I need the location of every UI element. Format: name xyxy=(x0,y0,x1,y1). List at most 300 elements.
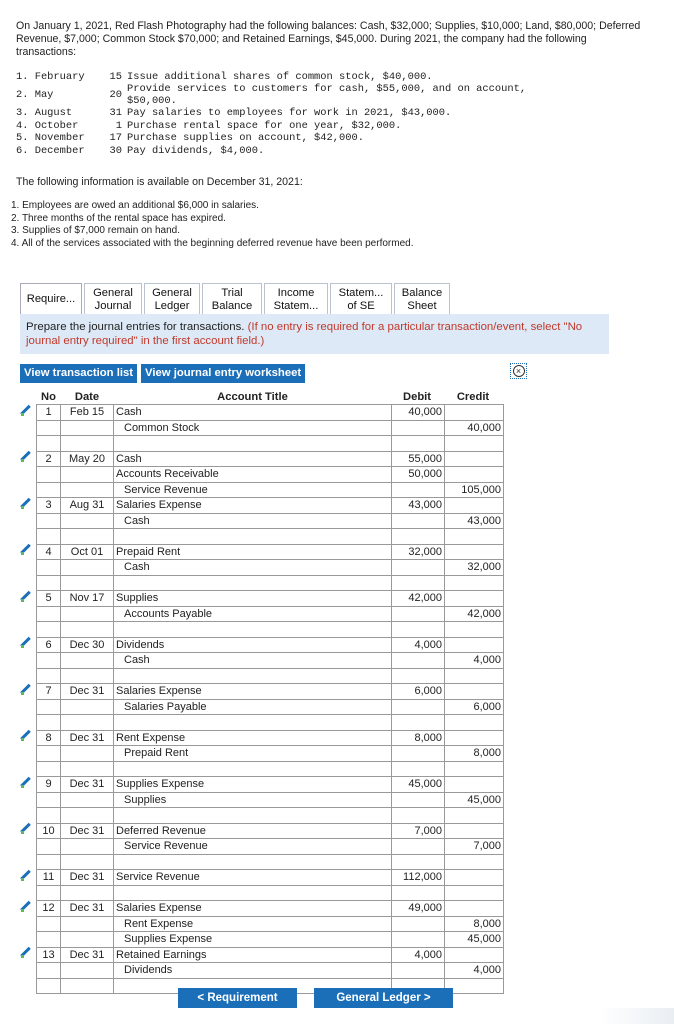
empty-cell[interactable] xyxy=(114,622,392,638)
empty-row xyxy=(20,885,504,901)
entry-date[interactable] xyxy=(61,560,114,576)
table-row xyxy=(20,606,504,622)
debit-field[interactable]: 32,000 xyxy=(392,544,445,560)
table-row xyxy=(20,916,504,932)
debit-field[interactable]: 45,000 xyxy=(392,777,445,793)
debit-field[interactable]: 55,000 xyxy=(392,451,445,467)
table-row xyxy=(20,498,504,514)
entry-number: 1 xyxy=(37,405,61,421)
next-general-ledger-button[interactable]: General Ledger > xyxy=(314,988,453,1008)
entry-number: 6 xyxy=(37,637,61,653)
edit-icon xyxy=(20,653,37,669)
entry-date[interactable] xyxy=(61,420,114,436)
empty-cell[interactable] xyxy=(114,668,392,684)
account-field[interactable]: Dividends xyxy=(114,963,392,979)
edit-icon[interactable] xyxy=(20,498,37,514)
empty-cell xyxy=(61,885,114,901)
entry-number xyxy=(37,699,61,715)
instruction-text: Prepare the journal entries for transactions. xyxy=(26,321,245,333)
empty-cell xyxy=(37,622,61,638)
account-field[interactable]: Salaries Expense xyxy=(114,684,392,700)
instruction-note: (If no entry is required for a particular transaction/event, select "No journal entry required" in the first account field.) xyxy=(26,321,583,348)
debit-field[interactable] xyxy=(392,916,445,932)
table-row xyxy=(20,482,504,498)
entry-number: 12 xyxy=(37,901,61,917)
empty-cell xyxy=(37,885,61,901)
edit-icon xyxy=(20,792,37,808)
instruction-box xyxy=(20,314,609,354)
debit-field[interactable] xyxy=(392,839,445,855)
pencil-icon[interactable] xyxy=(20,777,31,788)
entry-date[interactable] xyxy=(61,513,114,529)
list-item: 4. All of the services associated with the beginning deferred revenue have been performed. xyxy=(11,237,414,249)
edit-icon[interactable] xyxy=(20,870,37,886)
empty-cell[interactable] xyxy=(114,885,392,901)
view-transaction-list-button[interactable]: View transaction list xyxy=(20,364,137,383)
empty-cell xyxy=(61,978,114,994)
empty-cell[interactable] xyxy=(392,622,445,638)
empty-cell[interactable] xyxy=(445,715,504,731)
table-row xyxy=(20,513,504,529)
account-field[interactable]: Supplies xyxy=(114,591,392,607)
entry-number: 4 xyxy=(37,544,61,560)
view-buttons xyxy=(20,364,305,383)
edit-icon xyxy=(20,916,37,932)
credit-field[interactable] xyxy=(445,684,504,700)
entry-date[interactable]: Nov 17 xyxy=(61,591,114,607)
entry-date[interactable]: Dec 30 xyxy=(61,637,114,653)
edit-icon[interactable] xyxy=(20,823,37,839)
table-row xyxy=(20,637,504,653)
col-header-credit: Credit xyxy=(456,390,490,403)
table-row xyxy=(20,901,504,917)
account-field[interactable]: Common Stock xyxy=(114,420,392,436)
edit-icon[interactable] xyxy=(20,730,37,746)
scroll-shadow xyxy=(600,1008,674,1024)
entry-date[interactable] xyxy=(61,839,114,855)
credit-field[interactable]: 42,000 xyxy=(445,606,504,622)
edit-icon xyxy=(20,482,37,498)
edit-icon xyxy=(20,963,37,979)
empty-cell xyxy=(37,668,61,684)
debit-field[interactable] xyxy=(392,699,445,715)
empty-cell xyxy=(61,622,114,638)
empty-row xyxy=(20,575,504,591)
entry-number: 13 xyxy=(37,947,61,963)
table-row xyxy=(20,560,504,576)
pencil-icon[interactable] xyxy=(20,901,31,912)
table-row xyxy=(20,699,504,715)
credit-field[interactable] xyxy=(445,870,504,886)
empty-row xyxy=(20,622,504,638)
entry-date[interactable]: Dec 31 xyxy=(61,684,114,700)
row-spacer xyxy=(20,622,37,638)
entry-date[interactable] xyxy=(61,792,114,808)
empty-cell[interactable] xyxy=(392,436,445,452)
debit-field[interactable] xyxy=(392,560,445,576)
account-field[interactable]: Prepaid Rent xyxy=(114,544,392,560)
debit-field[interactable] xyxy=(392,963,445,979)
entry-date[interactable]: Dec 31 xyxy=(61,823,114,839)
debit-field[interactable]: 42,000 xyxy=(392,591,445,607)
credit-field[interactable]: 40,000 xyxy=(445,420,504,436)
entry-date[interactable] xyxy=(61,467,114,483)
edit-icon[interactable] xyxy=(20,637,37,653)
credit-field[interactable] xyxy=(445,405,504,421)
edit-icon xyxy=(20,467,37,483)
entry-number: 7 xyxy=(37,684,61,700)
table-row xyxy=(20,544,504,560)
debit-field[interactable]: 40,000 xyxy=(392,405,445,421)
edit-icon[interactable] xyxy=(20,591,37,607)
debit-field[interactable] xyxy=(392,513,445,529)
tab-statement-se[interactable]: Statem... of SE xyxy=(330,283,392,314)
problem-intro: On January 1, 2021, Red Flash Photography had the following balances: Cash, $32,000; Supplies, $10,000; Land, $80,000; Deferred Revenue, $7,000; Common Stock $70,000; and Retained Earnings, $45,000. During 2021, the company had the following transactions: xyxy=(16,20,641,58)
col-header-no: No xyxy=(41,390,56,403)
edit-icon xyxy=(20,699,37,715)
list-item: 1. February 15 Issue additional shares of common stock, $40,000. xyxy=(16,71,433,83)
empty-cell[interactable] xyxy=(392,668,445,684)
col-header-date: Date xyxy=(74,390,100,403)
empty-cell xyxy=(61,529,114,545)
credit-field[interactable] xyxy=(445,637,504,653)
empty-row xyxy=(20,668,504,684)
account-field[interactable]: Rent Expense xyxy=(114,916,392,932)
account-field[interactable]: Supplies Expense xyxy=(114,932,392,948)
account-field[interactable]: Rent Expense xyxy=(114,730,392,746)
entry-date[interactable] xyxy=(61,746,114,762)
entry-date[interactable] xyxy=(61,606,114,622)
debit-field[interactable] xyxy=(392,792,445,808)
tab-trial-balance[interactable]: Trial Balance xyxy=(202,283,262,314)
pencil-icon[interactable] xyxy=(20,730,31,741)
credit-field[interactable] xyxy=(445,947,504,963)
edit-icon xyxy=(20,839,37,855)
account-field[interactable]: Service Revenue xyxy=(114,870,392,886)
edit-icon[interactable] xyxy=(20,901,37,917)
entry-date[interactable]: Dec 31 xyxy=(61,901,114,917)
account-field[interactable]: Cash xyxy=(114,451,392,467)
row-spacer xyxy=(20,436,37,452)
pencil-icon[interactable] xyxy=(20,498,31,509)
credit-field[interactable] xyxy=(445,777,504,793)
credit-field[interactable] xyxy=(445,901,504,917)
tab-general-journal[interactable]: General Journal xyxy=(84,283,142,314)
debit-field[interactable]: 7,000 xyxy=(392,823,445,839)
credit-field[interactable]: 8,000 xyxy=(445,916,504,932)
list-item: 3. Supplies of $7,000 remain on hand. xyxy=(11,225,181,236)
tab-general-ledger[interactable]: General Ledger xyxy=(144,283,200,314)
empty-cell[interactable] xyxy=(445,761,504,777)
tab-requirement[interactable]: Require... xyxy=(20,283,82,314)
tab-balance-sheet[interactable]: Balance Sheet xyxy=(394,283,450,314)
credit-field[interactable]: 43,000 xyxy=(445,513,504,529)
empty-cell[interactable] xyxy=(114,529,392,545)
empty-cell xyxy=(37,436,61,452)
debit-field[interactable]: 112,000 xyxy=(392,870,445,886)
row-spacer xyxy=(20,715,37,731)
account-field[interactable]: Cash xyxy=(114,513,392,529)
entry-number xyxy=(37,963,61,979)
account-field[interactable]: Prepaid Rent xyxy=(114,746,392,762)
account-field[interactable]: Service Revenue xyxy=(114,839,392,855)
entry-number: 9 xyxy=(37,777,61,793)
empty-cell[interactable] xyxy=(392,575,445,591)
table-row xyxy=(20,684,504,700)
credit-field[interactable]: 7,000 xyxy=(445,839,504,855)
account-field[interactable]: Cash xyxy=(114,560,392,576)
table-row xyxy=(20,839,504,855)
empty-cell[interactable] xyxy=(114,436,392,452)
pencil-icon[interactable] xyxy=(20,823,31,834)
empty-cell[interactable] xyxy=(114,761,392,777)
empty-cell[interactable] xyxy=(445,575,504,591)
close-icon[interactable]: × xyxy=(510,363,527,379)
credit-field[interactable]: 8,000 xyxy=(445,746,504,762)
credit-field[interactable]: 4,000 xyxy=(445,963,504,979)
table-row xyxy=(20,823,504,839)
credit-field[interactable]: 45,000 xyxy=(445,792,504,808)
entry-number: 5 xyxy=(37,591,61,607)
debit-field[interactable]: 4,000 xyxy=(392,637,445,653)
empty-cell[interactable] xyxy=(445,854,504,870)
entry-date[interactable]: Oct 01 xyxy=(61,544,114,560)
empty-row xyxy=(20,808,504,824)
row-spacer xyxy=(20,885,37,901)
empty-cell[interactable] xyxy=(445,622,504,638)
edit-icon[interactable] xyxy=(20,777,37,793)
empty-cell[interactable] xyxy=(445,808,504,824)
list-item: 1. Employees are owed an additional $6,000 in salaries. xyxy=(11,200,259,211)
empty-cell xyxy=(37,575,61,591)
credit-field[interactable]: 105,000 xyxy=(445,482,504,498)
pencil-icon[interactable] xyxy=(20,544,31,555)
empty-cell[interactable] xyxy=(392,529,445,545)
table-row xyxy=(20,932,504,948)
entry-number xyxy=(37,606,61,622)
entry-date[interactable] xyxy=(61,482,114,498)
table-row xyxy=(20,467,504,483)
edit-icon[interactable] xyxy=(20,451,37,467)
empty-cell[interactable] xyxy=(445,529,504,545)
entry-number xyxy=(37,467,61,483)
entry-date[interactable]: Aug 31 xyxy=(61,498,114,514)
credit-field[interactable] xyxy=(445,591,504,607)
pencil-icon[interactable] xyxy=(20,947,31,958)
entry-number xyxy=(37,916,61,932)
debit-field[interactable]: 4,000 xyxy=(392,947,445,963)
entry-date[interactable] xyxy=(61,699,114,715)
entry-date[interactable]: May 20 xyxy=(61,451,114,467)
credit-field[interactable]: 6,000 xyxy=(445,699,504,715)
journal-table xyxy=(20,389,504,994)
pencil-icon[interactable] xyxy=(20,637,31,648)
empty-cell[interactable] xyxy=(392,808,445,824)
empty-cell xyxy=(37,529,61,545)
account-field[interactable]: Salaries Expense xyxy=(114,498,392,514)
table-row xyxy=(20,420,504,436)
row-spacer xyxy=(20,761,37,777)
empty-row xyxy=(20,854,504,870)
entry-date[interactable]: Dec 31 xyxy=(61,947,114,963)
debit-field[interactable] xyxy=(392,653,445,669)
credit-field[interactable] xyxy=(445,498,504,514)
entry-date[interactable]: Feb 15 xyxy=(61,405,114,421)
empty-cell xyxy=(37,715,61,731)
debit-field[interactable] xyxy=(392,606,445,622)
account-field[interactable]: Cash xyxy=(114,653,392,669)
debit-field[interactable]: 6,000 xyxy=(392,684,445,700)
credit-field[interactable]: 4,000 xyxy=(445,653,504,669)
table-row xyxy=(20,870,504,886)
debit-field[interactable] xyxy=(392,932,445,948)
entry-date[interactable] xyxy=(61,963,114,979)
account-field[interactable]: Supplies xyxy=(114,792,392,808)
empty-cell xyxy=(61,575,114,591)
pencil-icon[interactable] xyxy=(20,451,31,462)
account-field[interactable]: Retained Earnings xyxy=(114,947,392,963)
debit-field[interactable] xyxy=(392,746,445,762)
credit-field[interactable] xyxy=(445,451,504,467)
empty-row xyxy=(20,529,504,545)
empty-cell xyxy=(61,761,114,777)
account-field[interactable]: Salaries Payable xyxy=(114,699,392,715)
account-field[interactable]: Cash xyxy=(114,405,392,421)
account-field[interactable]: Accounts Receivable xyxy=(114,467,392,483)
account-field[interactable]: Service Revenue xyxy=(114,482,392,498)
entry-number: 3 xyxy=(37,498,61,514)
account-field[interactable]: Accounts Payable xyxy=(114,606,392,622)
entry-date[interactable] xyxy=(61,932,114,948)
account-field[interactable]: Salaries Expense xyxy=(114,901,392,917)
edit-icon xyxy=(20,746,37,762)
edit-icon[interactable] xyxy=(20,947,37,963)
list-item: 2. May 20 Provide services to customers for cash, $55,000, and on account, $50,000. xyxy=(16,83,527,108)
pencil-icon[interactable] xyxy=(20,870,31,881)
entry-number xyxy=(37,560,61,576)
list-item: 2. Three months of the rental space has expired. xyxy=(11,212,226,224)
adjustment-list xyxy=(11,200,413,250)
entry-number xyxy=(37,513,61,529)
table-row xyxy=(20,963,504,979)
empty-cell xyxy=(37,978,61,994)
pencil-icon[interactable] xyxy=(20,684,31,695)
pencil-icon[interactable] xyxy=(20,405,31,416)
prev-requirement-button[interactable]: < Requirement xyxy=(178,988,297,1008)
empty-cell[interactable] xyxy=(445,885,504,901)
tab-income-statement[interactable]: Income Statem... xyxy=(264,283,328,314)
row-spacer xyxy=(20,854,37,870)
empty-row xyxy=(20,761,504,777)
credit-field[interactable] xyxy=(445,467,504,483)
row-spacer xyxy=(20,808,37,824)
edit-icon xyxy=(20,932,37,948)
empty-cell[interactable] xyxy=(114,808,392,824)
entry-date[interactable]: Dec 31 xyxy=(61,730,114,746)
entry-number: 8 xyxy=(37,730,61,746)
col-header-account: Account Title xyxy=(217,390,288,403)
account-field[interactable]: Dividends xyxy=(114,637,392,653)
empty-row xyxy=(20,436,504,452)
table-row xyxy=(20,792,504,808)
table-row xyxy=(20,746,504,762)
entry-date[interactable] xyxy=(61,916,114,932)
empty-cell xyxy=(61,854,114,870)
empty-cell[interactable] xyxy=(445,436,504,452)
entry-number xyxy=(37,482,61,498)
debit-field[interactable]: 49,000 xyxy=(392,901,445,917)
entry-number xyxy=(37,932,61,948)
empty-cell[interactable] xyxy=(392,885,445,901)
entry-date[interactable]: Dec 31 xyxy=(61,777,114,793)
entry-number xyxy=(37,792,61,808)
credit-field[interactable]: 32,000 xyxy=(445,560,504,576)
entry-date[interactable] xyxy=(61,653,114,669)
row-spacer xyxy=(20,529,37,545)
empty-cell xyxy=(37,854,61,870)
row-spacer xyxy=(20,668,37,684)
table-row xyxy=(20,777,504,793)
debit-field[interactable]: 50,000 xyxy=(392,467,445,483)
edit-icon xyxy=(20,606,37,622)
debit-field[interactable]: 8,000 xyxy=(392,730,445,746)
entry-number: 2 xyxy=(37,451,61,467)
account-field[interactable]: Supplies Expense xyxy=(114,777,392,793)
empty-cell xyxy=(61,808,114,824)
credit-field[interactable] xyxy=(445,823,504,839)
empty-cell[interactable] xyxy=(392,761,445,777)
edit-icon xyxy=(20,560,37,576)
credit-field[interactable]: 45,000 xyxy=(445,932,504,948)
empty-cell[interactable] xyxy=(392,854,445,870)
table-row xyxy=(20,653,504,669)
entry-number xyxy=(37,746,61,762)
table-row xyxy=(20,730,504,746)
view-journal-worksheet-button[interactable]: View journal entry worksheet xyxy=(141,364,305,383)
entry-number: 11 xyxy=(37,870,61,886)
entry-date[interactable]: Dec 31 xyxy=(61,870,114,886)
edit-icon[interactable] xyxy=(20,684,37,700)
empty-cell xyxy=(61,436,114,452)
empty-row xyxy=(20,715,504,731)
row-spacer xyxy=(20,575,37,591)
account-field[interactable]: Deferred Revenue xyxy=(114,823,392,839)
empty-cell[interactable] xyxy=(114,575,392,591)
list-item: 3. August 31 Pay salaries to employees for work in 2021, $43,000. xyxy=(16,107,452,120)
debit-field[interactable]: 43,000 xyxy=(392,498,445,514)
debit-field[interactable] xyxy=(392,482,445,498)
empty-cell[interactable] xyxy=(392,715,445,731)
empty-cell[interactable] xyxy=(114,854,392,870)
credit-field[interactable] xyxy=(445,730,504,746)
list-item: 6. December 30 Pay dividends, $4,000. xyxy=(16,144,265,157)
empty-cell[interactable] xyxy=(445,668,504,684)
list-item: 4. October 1 Purchase rental space for one year, $32,000. xyxy=(16,119,402,132)
pencil-icon[interactable] xyxy=(20,591,31,602)
table-row xyxy=(20,947,504,963)
row-spacer xyxy=(20,978,37,994)
entry-number xyxy=(37,420,61,436)
debit-field[interactable] xyxy=(392,420,445,436)
empty-cell[interactable] xyxy=(114,715,392,731)
tab-bar xyxy=(20,283,452,314)
edit-icon[interactable] xyxy=(20,405,37,421)
empty-cell[interactable] xyxy=(445,978,504,994)
edit-icon[interactable] xyxy=(20,544,37,560)
info-heading: The following information is available on December 31, 2021: xyxy=(16,176,303,188)
credit-field[interactable] xyxy=(445,544,504,560)
table-row xyxy=(20,405,504,421)
